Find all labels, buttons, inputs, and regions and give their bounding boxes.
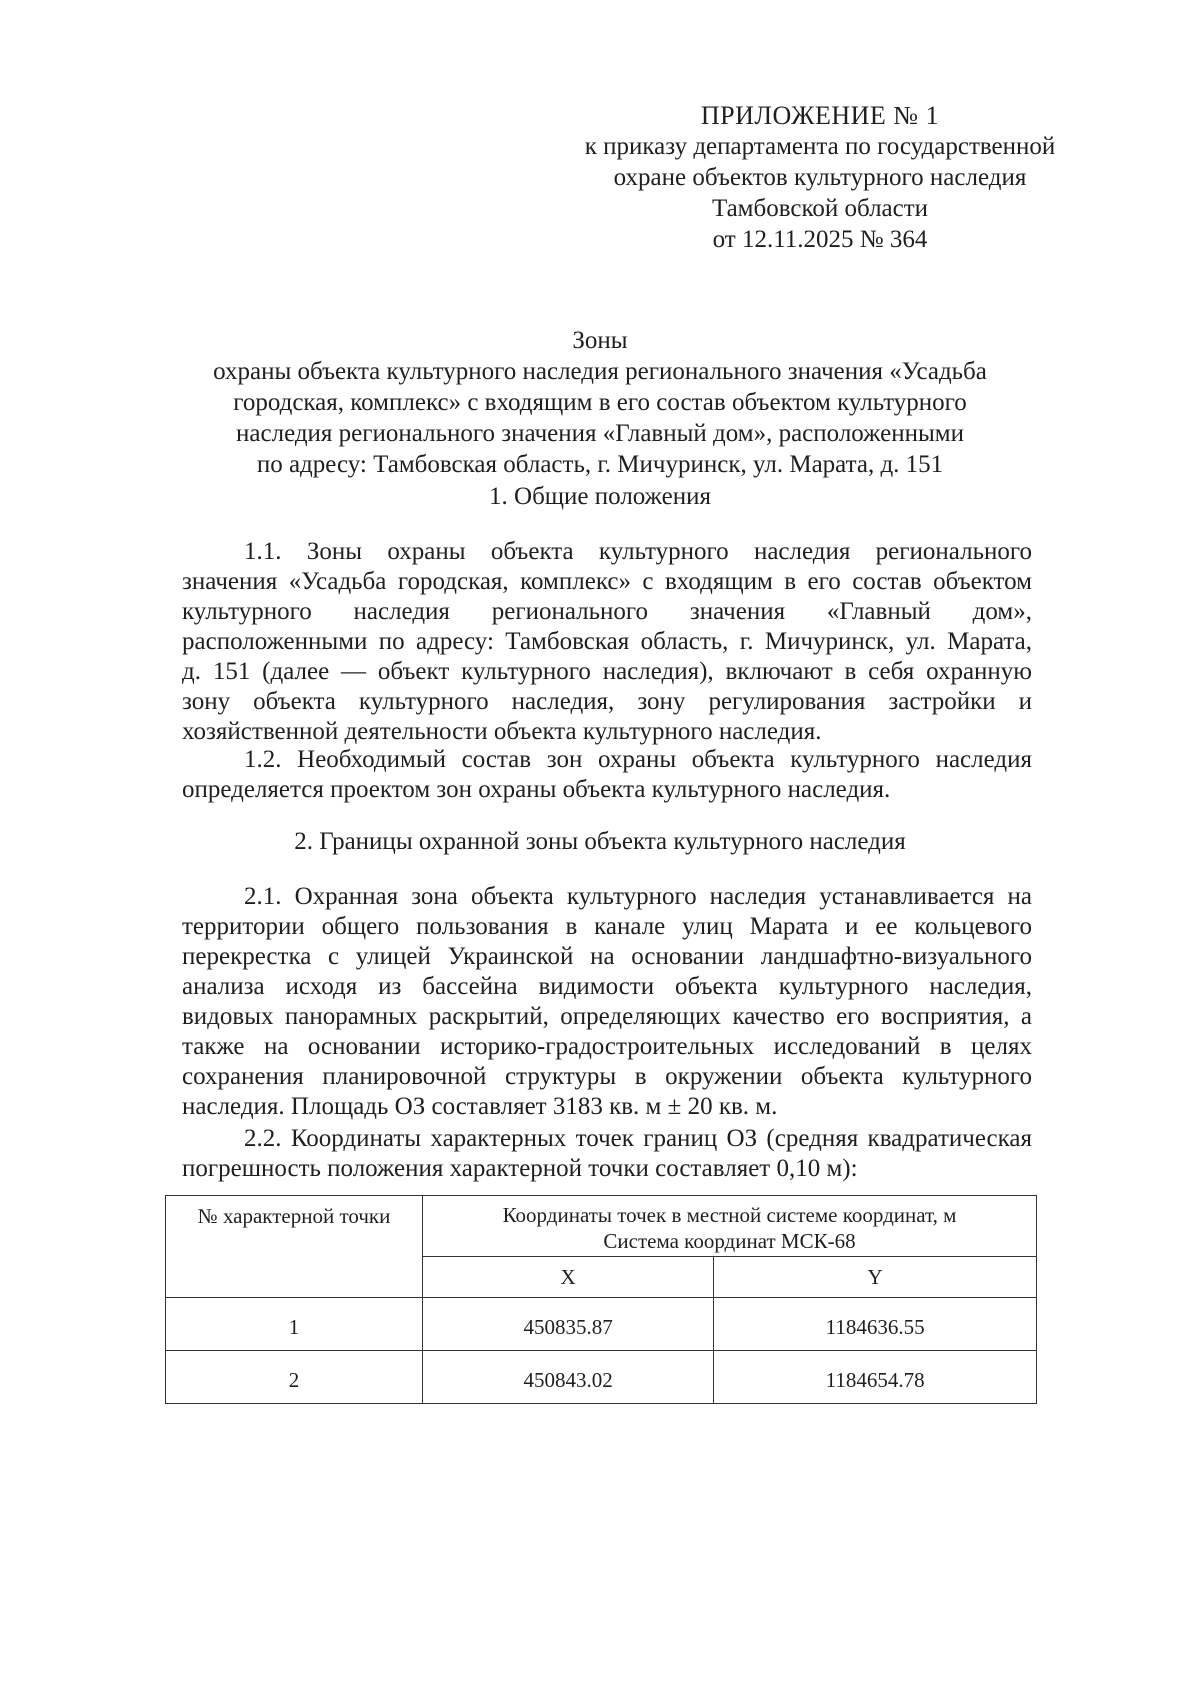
paragraph-line: зону объекта культурного наследия, зону регулирования застройки и	[182, 688, 1032, 715]
paragraph-line: 1.1. Зоны охраны объекта культурного наследия регионального	[244, 538, 1032, 565]
appendix-heading: ПРИЛОЖЕНИЕ № 1	[700, 101, 940, 130]
appendix-line: к приказу департамента по государственной	[584, 133, 1056, 160]
title-line: городская, комплекс» с входящим в его состав объектом культурного	[233, 389, 967, 416]
paragraph-line: хозяйственной деятельности объекта культурного наследия.	[182, 718, 822, 745]
paragraph-2-2	[182, 1124, 1032, 1184]
paragraph-1-2	[182, 745, 1032, 805]
cell-point: 2	[166, 1351, 423, 1404]
paragraph-line: территории общего пользования в канале улиц Марата и ее кольцевого	[182, 913, 1032, 940]
section-2-heading: 2. Границы охранной зоны объекта культурного наследия	[294, 828, 906, 855]
paragraph-line: также на основании историко-градостроительных исследований в целях	[182, 1033, 1032, 1060]
paragraph-line: сохранения планировочной структуры в окружении объекта культурного	[182, 1063, 1032, 1090]
paragraph-line: определяется проектом зон охраны объекта культурного наследия.	[182, 776, 891, 803]
paragraph-line: 1.2. Необходимый состав зон охраны объекта культурного наследия	[244, 746, 1032, 773]
cell-y: 1184636.55	[714, 1298, 1037, 1351]
paragraph-line: перекрестка с улицей Украинской на основании ландшафтно-визуального	[182, 943, 1032, 970]
cell-y: 1184654.78	[714, 1351, 1037, 1404]
paragraph-2-1	[182, 882, 1032, 1122]
paragraph-line: 2.1. Охранная зона объекта культурного наследия устанавливается на	[244, 883, 1032, 910]
header-point-number: № характерной точки	[166, 1196, 423, 1298]
paragraph-line: д. 151 (далее — объект культурного наследия), включают в себя охранную	[182, 658, 1032, 685]
title-line: Зоны	[572, 327, 628, 354]
document-title	[160, 325, 1040, 480]
header-coordinates	[423, 1196, 1037, 1257]
cell-point: 1	[166, 1298, 423, 1351]
paragraph-line: наследия. Площадь ОЗ составляет 3183 кв. м ± 20 кв. м.	[182, 1093, 778, 1120]
paragraph-line: погрешность положения характерной точки составляет 0,10 м):	[182, 1155, 858, 1182]
appendix-line: Тамбовской области	[711, 195, 929, 222]
header-coordinates-line1: Координаты точек в местной системе координат, м	[502, 1203, 957, 1227]
table-row	[166, 1351, 1037, 1404]
cell-x: 450843.02	[423, 1351, 714, 1404]
header-x: X	[423, 1257, 714, 1298]
paragraph-line: культурного наследия регионального значения «Главный дом»,	[182, 598, 1032, 625]
title-line: по адресу: Тамбовская область, г. Мичуринск, ул. Марата, д. 151	[256, 451, 944, 478]
table-row	[166, 1298, 1037, 1351]
paragraph-1-1	[182, 537, 1032, 747]
paragraph-line: анализа исходя из бассейна видимости объекта культурного наследия,	[182, 973, 1032, 1000]
header-y: Y	[714, 1257, 1037, 1298]
title-line: наследия регионального значения «Главный дом», расположенными	[236, 420, 964, 447]
paragraph-line: 2.2. Координаты характерных точек границ ОЗ (средняя квадратическая	[244, 1125, 1032, 1152]
paragraph-line: видовых панорамных раскрытий, определяющих качество его восприятия, а	[182, 1003, 1032, 1030]
title-line: охраны объекта культурного наследия регионального значения «Усадьба	[213, 358, 987, 385]
appendix-header	[560, 100, 1080, 255]
cell-x: 450835.87	[423, 1298, 714, 1351]
appendix-line: охране объектов культурного наследия	[613, 164, 1027, 191]
paragraph-line: значения «Усадьба городская, комплекс» с входящим в его состав объектом	[182, 568, 1032, 595]
paragraph-line: расположенными по адресу: Тамбовская область, г. Мичуринск, ул. Марата,	[182, 628, 1032, 655]
section-1-heading: 1. Общие положения	[489, 483, 711, 510]
header-coordinates-line2: Система координат МСК-68	[603, 1229, 856, 1253]
coordinates-table	[165, 1195, 1037, 1404]
appendix-date-number: от 12.11.2025 № 364	[712, 226, 928, 253]
